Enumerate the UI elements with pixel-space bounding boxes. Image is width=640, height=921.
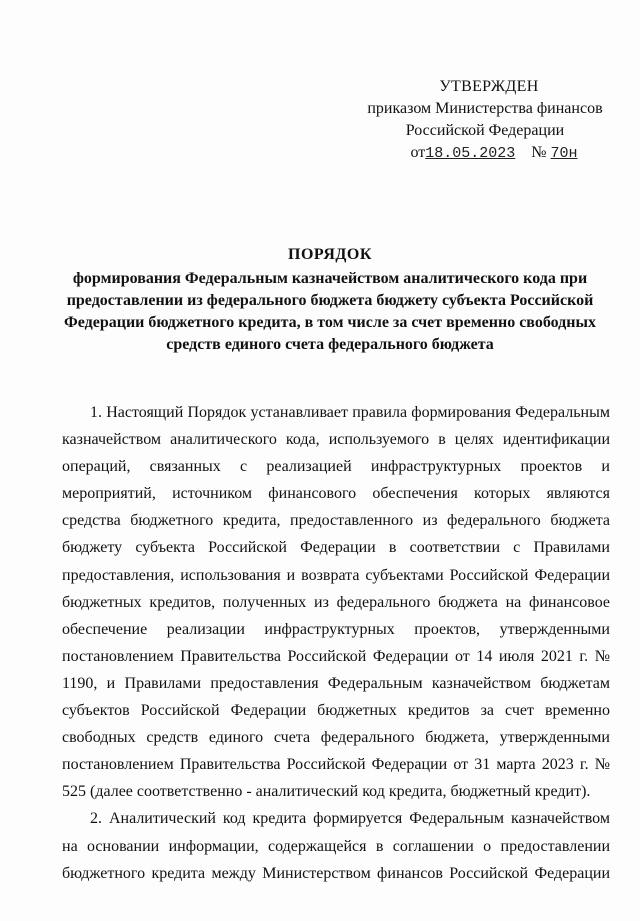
approval-block <box>360 76 610 165</box>
approval-line-ministry: приказом Министерства финансов <box>367 100 603 117</box>
order-date: 18.05.2023 <box>425 145 516 162</box>
document-subtitle-line: средств единого счета федерального бюджета <box>166 336 494 353</box>
order-number: 70н <box>550 145 578 162</box>
paragraph-2: 2. Аналитический код кредита формируется Федеральным казначейством на основании информации, содержащейся в соглашении о предоставлении бюджетного кредита между Министерством финансов Российской Федерации <box>62 810 610 882</box>
document-subtitle-line: формирования Федеральным казначейством аналитического кода при <box>72 270 588 287</box>
document-subtitle-line: Федерации бюджетного кредита, в том числе за счет временно свободных <box>64 314 596 331</box>
number-prefix: № <box>531 144 547 161</box>
document-body <box>62 399 610 887</box>
document-subtitle-line: предоставлении из федерального бюджета бюджету субъекта Российской <box>66 292 594 309</box>
approval-title: УТВЕРЖДЕН <box>439 78 539 95</box>
document-title <box>40 244 620 356</box>
approval-order-line <box>360 142 610 165</box>
document-heading: ПОРЯДОК <box>288 246 372 263</box>
date-prefix: от <box>410 144 426 161</box>
paragraph-1: 1. Настоящий Порядок устанавливает правила формирования Федеральным казначейством аналитического кода, используемого в целях идентификации операций, связанных с реализацией инфраструктурных проектов и мероприятий, источником финансового обеспечения которых являются средства бюджетного кредита, предоставленного из федерального бюджета бюджету субъекта Российской Федерации в соответствии с Правилами предоставления, использования и возврата субъектами Российской Федерации бюджетных кредитов, полученных из федерального бюджета на финансовое обеспечение реализации инфраструктурных проектов, утвержденными постановлением Правительства Российской Федерации от 14 июля 2021 г. № 1190, и Правилами предоставления Федеральным казначейством бюджетам субъектов Российской Федерации бюджетных кредитов за счет временно свободных средств единого счета федерального бюджета, утвержденными постановлением Правительства Российской Федерации от 31 марта 2023 г. № 525 (далее соответственно - аналитический код кредита, бюджетный кредит). <box>62 404 610 801</box>
approval-line-federation: Российской Федерации <box>405 122 565 139</box>
